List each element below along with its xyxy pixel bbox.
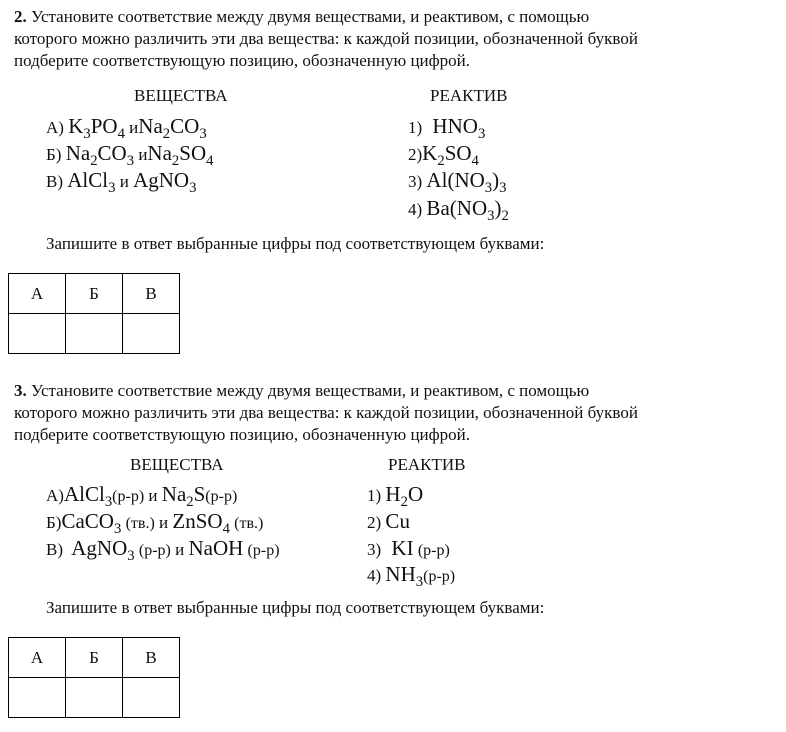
answer-header-a: А xyxy=(9,638,66,678)
task-2-reagent-3 xyxy=(408,168,507,197)
reagent-formula: $Al(NO_3)_3$ xyxy=(426,168,507,197)
answer-header-c: В xyxy=(123,638,180,678)
substance-formula: NaOH xyxy=(188,536,244,560)
task-3-answer-table xyxy=(8,637,180,718)
task-3-reagent-4 xyxy=(367,562,456,591)
substance-label: Б) xyxy=(46,145,62,164)
task-2-line-1 xyxy=(14,6,786,28)
answer-header-c: В xyxy=(123,274,180,314)
substance-joiner: и xyxy=(138,145,148,164)
state-note: (р-р) xyxy=(247,542,280,559)
task-3-number: 3. xyxy=(14,381,27,400)
answer-cell-a[interactable] xyxy=(9,678,66,718)
task-2-reagent-1 xyxy=(408,114,486,143)
task-3-text-3: подберите соответствующую позицию, обозначенную цифрой. xyxy=(14,425,471,444)
substance-formula: $Na_2CO_3$ xyxy=(65,141,135,170)
state-note: (тв.) xyxy=(234,515,264,532)
state-note: (р-р) xyxy=(417,542,450,559)
state-note: (р-р) xyxy=(138,542,171,559)
task-3-substance-c xyxy=(46,536,280,565)
substance-label: А) xyxy=(46,486,64,505)
reagent-formula: $H_2O$ xyxy=(385,482,424,511)
task-2-text-2: которого можно различить эти два вещества: к каждой позиции, обозначенной буквой xyxy=(14,29,638,48)
reagent-formula: $NH_3$ xyxy=(385,562,424,591)
substance-label: А) xyxy=(46,118,64,137)
task-2-reagent-2 xyxy=(408,141,479,170)
task-3-substances-header: ВЕЩЕСТВА xyxy=(130,455,224,474)
substance-joiner: и xyxy=(119,172,129,191)
reagent-label: 1) xyxy=(367,486,382,505)
substance-label: Б) xyxy=(46,513,62,532)
task-2-answer-table xyxy=(8,273,180,354)
task-3-reagent-1 xyxy=(367,482,424,511)
answer-cell-b[interactable] xyxy=(66,314,123,354)
substance-joiner: и xyxy=(148,486,158,505)
state-note: (р-р) xyxy=(205,488,238,505)
task-2-substance-c xyxy=(46,168,197,197)
substance-formula: $K_3PO_4$ xyxy=(68,114,125,143)
task-3-text-2: которого можно различить эти два вещества: к каждой позиции, обозначенной буквой xyxy=(14,403,638,422)
task-2-reagent-4 xyxy=(408,196,509,225)
reagent-formula: $K_2SO_4$ xyxy=(422,141,479,170)
substance-formula: AlCl$_3$ xyxy=(63,482,113,511)
answer-cell-b[interactable] xyxy=(66,678,123,718)
reagent-label: 1) xyxy=(408,118,423,137)
substance-formula: $Na_2S$ xyxy=(161,482,206,511)
task-3-instruction: Запишите в ответ выбранные цифры под соответствующем буквами: xyxy=(46,598,545,617)
answer-header-b: Б xyxy=(66,274,123,314)
task-2-text-1: Установите соответствие между двумя веществами, и реактивом, с помощью xyxy=(31,7,590,26)
task-2-substance-b xyxy=(46,141,214,170)
reagent-label: 3) xyxy=(367,540,382,559)
substance-joiner: и xyxy=(175,540,185,559)
reagent-label: 2) xyxy=(367,513,382,532)
reagent-label: 4) xyxy=(408,200,423,219)
substance-formula: ZnSO$_4$ xyxy=(172,509,230,538)
substance-formula: AgNO$_3$ xyxy=(71,536,135,565)
substance-formula: $Na_2SO_4$ xyxy=(147,141,214,170)
task-2-number: 2. xyxy=(14,7,27,26)
substance-formula: AlCl$_3$ xyxy=(67,168,116,197)
substance-joiner: и xyxy=(129,118,139,137)
task-2-statement xyxy=(14,6,786,72)
reagent-formula: KI xyxy=(391,536,414,560)
substance-formula: AgNO$_3$ xyxy=(133,168,197,197)
task-3-substance-a xyxy=(46,482,238,511)
task-2-reagents-header: РЕАКТИВ xyxy=(430,86,508,105)
state-note: (р-р) xyxy=(423,568,456,585)
state-note: (тв.) xyxy=(125,515,155,532)
task-3-reagent-2 xyxy=(367,509,410,534)
task-2-instruction: Запишите в ответ выбранные цифры под соответствующем буквами: xyxy=(46,234,545,253)
answer-header-b: Б xyxy=(66,638,123,678)
substance-formula: CaCO$_3$ xyxy=(61,509,122,538)
reagent-label: 4) xyxy=(367,566,382,585)
answer-cell-c[interactable] xyxy=(123,678,180,718)
substance-formula: $Na_2CO_3$ xyxy=(138,114,207,143)
reagent-formula: Cu xyxy=(385,509,410,533)
task-2-text-3: подберите соответствующую позицию, обозначенную цифрой. xyxy=(14,51,471,70)
substance-label: В) xyxy=(46,172,63,191)
task-3-text-1: Установите соответствие между двумя веществами, и реактивом, с помощью xyxy=(31,381,590,400)
state-note: (р-р) xyxy=(112,488,145,505)
task-3-statement xyxy=(14,380,786,446)
answer-cell-a[interactable] xyxy=(9,314,66,354)
reagent-formula: $HNO_3$ xyxy=(432,114,486,143)
task-3-substance-b xyxy=(46,509,264,538)
answer-cell-c[interactable] xyxy=(123,314,180,354)
task-3-line-1 xyxy=(14,380,786,402)
reagent-label: 2) xyxy=(408,145,423,164)
reagent-formula: $Ba(NO_3)_2$ xyxy=(426,196,509,225)
task-2-substance-a xyxy=(46,114,207,143)
task-3-reagents-header: РЕАКТИВ xyxy=(388,455,466,474)
answer-header-a: А xyxy=(9,274,66,314)
substance-joiner: и xyxy=(159,513,169,532)
task-2-substances-header: ВЕЩЕСТВА xyxy=(134,86,228,105)
substance-label: В) xyxy=(46,540,63,559)
task-3-reagent-3 xyxy=(367,536,450,561)
reagent-label: 3) xyxy=(408,172,423,191)
